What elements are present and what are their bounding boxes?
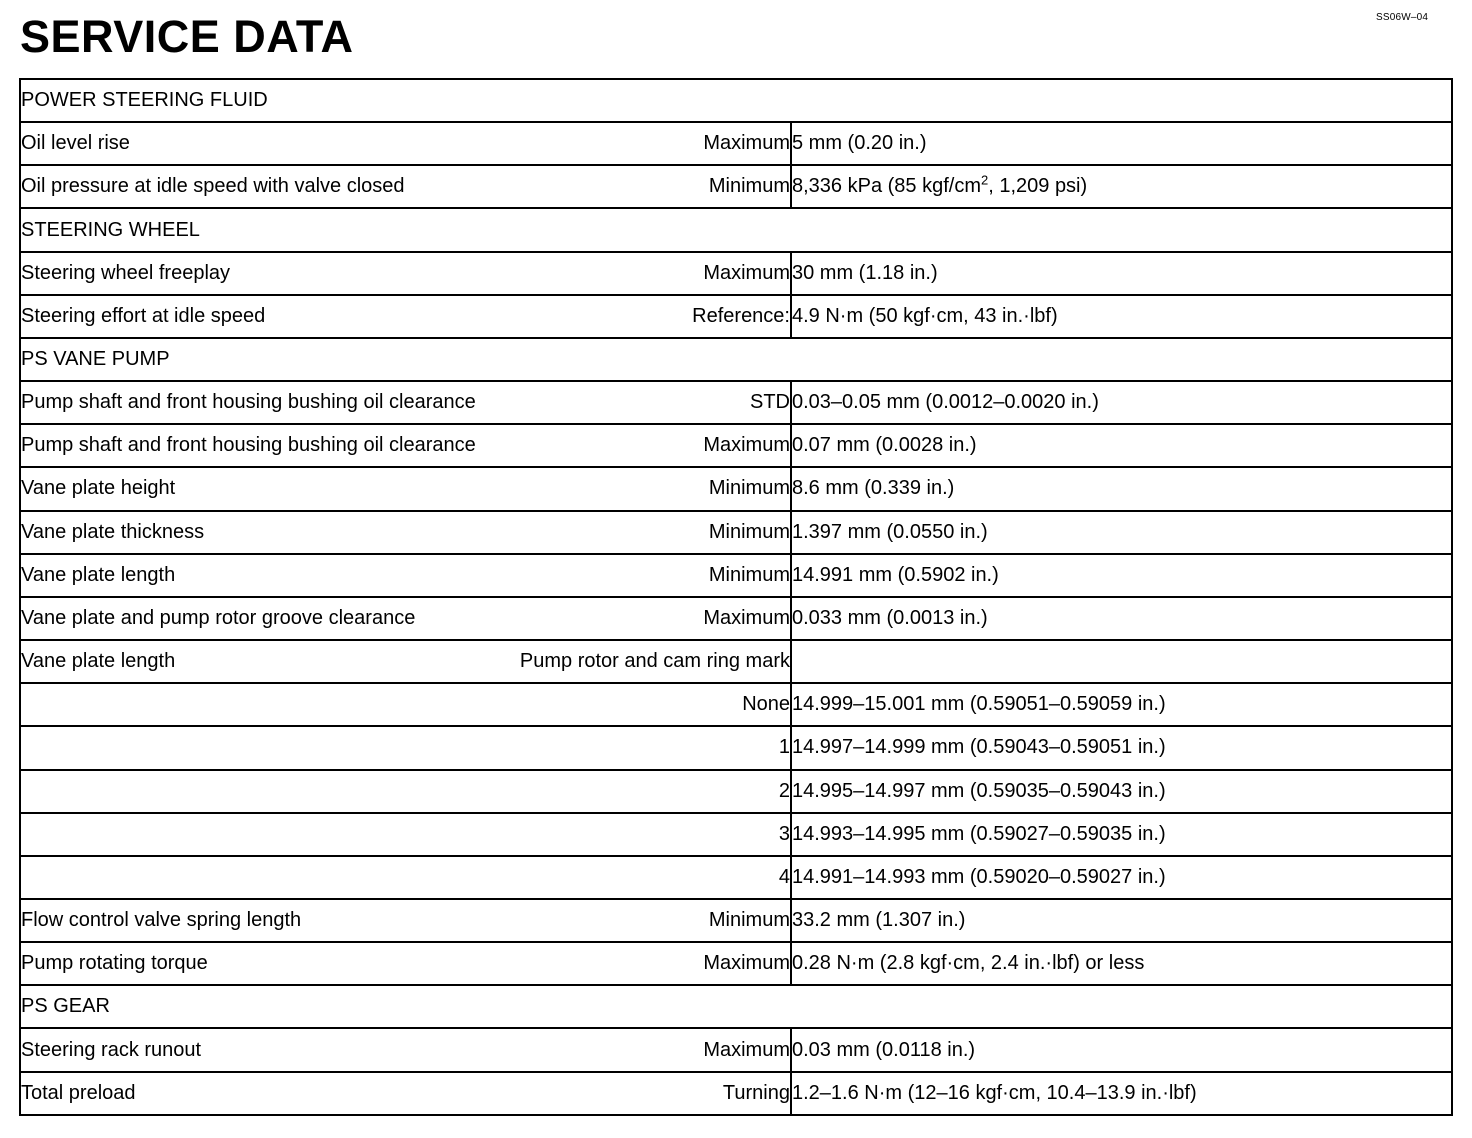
spec-row: [20, 511, 1452, 554]
spec-value: 14.999–15.001 mm (0.59051–0.59059 in.): [791, 683, 1452, 726]
spec-label: Oil pressure at idle speed with valve closed: [21, 175, 405, 198]
spec-row: [20, 813, 1452, 856]
spec-value-main: 8,336 kPa (85 kgf/cm: [792, 175, 981, 198]
spec-row: [20, 942, 1452, 985]
spec-value: 1.397 mm (0.0550 in.): [791, 511, 1452, 554]
spec-qualifier: 4: [778, 865, 790, 888]
spec-label: Pump shaft and front housing bushing oil clearance: [21, 391, 476, 414]
spec-label: Oil level rise: [21, 132, 130, 155]
spec-row: [20, 381, 1452, 424]
spec-value: 0.033 mm (0.0013 in.): [791, 597, 1452, 640]
spec-value: 0.03 mm (0.0118 in.): [791, 1028, 1452, 1071]
spec-value: 14.995–14.997 mm (0.59035–0.59043 in.): [791, 770, 1452, 813]
spec-item: [20, 511, 791, 554]
spec-item: [20, 770, 791, 813]
spec-label: Vane plate length: [21, 650, 176, 673]
spec-qualifier: 1: [778, 736, 790, 759]
spec-row: [20, 424, 1452, 467]
section-row: [20, 338, 1452, 381]
spec-item: [20, 424, 791, 467]
spec-qualifier: Minimum: [708, 520, 790, 543]
spec-qualifier: Maximum: [703, 132, 790, 155]
spec-value-superscript: 2: [980, 172, 989, 188]
spec-value: 14.991–14.993 mm (0.59020–0.59027 in.): [791, 856, 1452, 899]
spec-qualifier: 3: [778, 822, 790, 845]
page-title: SERVICE DATA: [20, 11, 354, 62]
spec-qualifier: STD: [750, 391, 790, 414]
spec-value: [791, 640, 1452, 683]
spec-item: [20, 381, 791, 424]
spec-qualifier: Minimum: [708, 175, 790, 198]
spec-row: [20, 683, 1452, 726]
spec-value: 0.28 N·m (2.8 kgf·cm, 2.4 in.·lbf) or less: [791, 942, 1452, 985]
spec-label: Pump rotating torque: [21, 952, 208, 975]
spec-item: [20, 554, 791, 597]
spec-qualifier: 2: [778, 779, 790, 802]
spec-qualifier: Maximum: [703, 1038, 790, 1061]
spec-label: Total preload: [21, 1081, 136, 1104]
spec-label: Steering wheel freeplay: [21, 261, 231, 284]
spec-item: [20, 726, 791, 769]
spec-row: [20, 640, 1452, 683]
spec-label: Vane plate thickness: [21, 520, 205, 543]
spec-label: Steering effort at idle speed: [21, 304, 266, 327]
spec-item: [20, 813, 791, 856]
spec-value-tail: , 1,209 psi): [988, 175, 1088, 198]
spec-item: [20, 597, 791, 640]
spec-qualifier: None: [742, 693, 790, 716]
spec-value: 14.997–14.999 mm (0.59043–0.59051 in.): [791, 726, 1452, 769]
spec-value: 0.03–0.05 mm (0.0012–0.0020 in.): [791, 381, 1452, 424]
spec-qualifier: Minimum: [708, 909, 790, 932]
spec-value: 1.2–1.6 N·m (12–16 kgf·cm, 10.4–13.9 in.·lbf): [791, 1072, 1452, 1115]
spec-value: 4.9 N·m (50 kgf·cm, 43 in.·lbf): [791, 295, 1452, 338]
spec-item: [20, 942, 791, 985]
spec-value: 8.6 mm (0.339 in.): [791, 467, 1452, 510]
spec-row: [20, 252, 1452, 295]
section-heading: PS VANE PUMP: [20, 338, 1452, 381]
spec-value: 5 mm (0.20 in.): [791, 122, 1452, 165]
section-heading: POWER STEERING FLUID: [20, 79, 1452, 122]
section-row: [20, 208, 1452, 251]
section-row: [20, 79, 1452, 122]
section-row: [20, 985, 1452, 1028]
spec-qualifier: Minimum: [708, 563, 790, 586]
spec-row: [20, 770, 1452, 813]
spec-item: [20, 252, 791, 295]
spec-qualifier: Turning: [722, 1081, 790, 1104]
spec-row: [20, 856, 1452, 899]
spec-row: [20, 899, 1452, 942]
spec-qualifier: Maximum: [703, 606, 790, 629]
spec-qualifier: Maximum: [703, 952, 790, 975]
spec-label: Vane plate length: [21, 563, 176, 586]
spec-item: [20, 122, 791, 165]
spec-qualifier: Maximum: [703, 434, 790, 457]
service-data-table: [19, 78, 1453, 1116]
section-heading: PS GEAR: [20, 985, 1452, 1028]
spec-label: Vane plate height: [21, 477, 176, 500]
spec-value: 0.07 mm (0.0028 in.): [791, 424, 1452, 467]
spec-item: [20, 899, 791, 942]
spec-item: [20, 683, 791, 726]
section-heading: STEERING WHEEL: [20, 208, 1452, 251]
spec-label: Steering rack runout: [21, 1038, 202, 1061]
spec-row: [20, 1072, 1452, 1115]
spec-item: [20, 1028, 791, 1071]
spec-row: [20, 554, 1452, 597]
spec-qualifier: Pump rotor and cam ring mark: [519, 650, 790, 673]
spec-label: Vane plate and pump rotor groove clearance: [21, 606, 416, 629]
spec-item: [20, 467, 791, 510]
spec-row: [20, 597, 1452, 640]
spec-value: 33.2 mm (1.307 in.): [791, 899, 1452, 942]
spec-value: [791, 165, 1452, 208]
spec-value: 14.991 mm (0.5902 in.): [791, 554, 1452, 597]
document-code: SS06W–04: [1376, 12, 1429, 23]
spec-item: [20, 165, 791, 208]
spec-qualifier: Maximum: [703, 261, 790, 284]
spec-item: [20, 295, 791, 338]
spec-item: [20, 640, 791, 683]
spec-item: [20, 1072, 791, 1115]
spec-value: 14.993–14.995 mm (0.59027–0.59035 in.): [791, 813, 1452, 856]
spec-qualifier: Reference:: [692, 304, 790, 327]
spec-value: 30 mm (1.18 in.): [791, 252, 1452, 295]
spec-item: [20, 856, 791, 899]
spec-row: [20, 122, 1452, 165]
spec-row: [20, 467, 1452, 510]
spec-row: [20, 295, 1452, 338]
spec-row: [20, 726, 1452, 769]
spec-label: Flow control valve spring length: [21, 909, 302, 932]
spec-qualifier: Minimum: [708, 477, 790, 500]
spec-row: [20, 1028, 1452, 1071]
spec-label: Pump shaft and front housing bushing oil clearance: [21, 434, 476, 457]
spec-row: [20, 165, 1452, 208]
